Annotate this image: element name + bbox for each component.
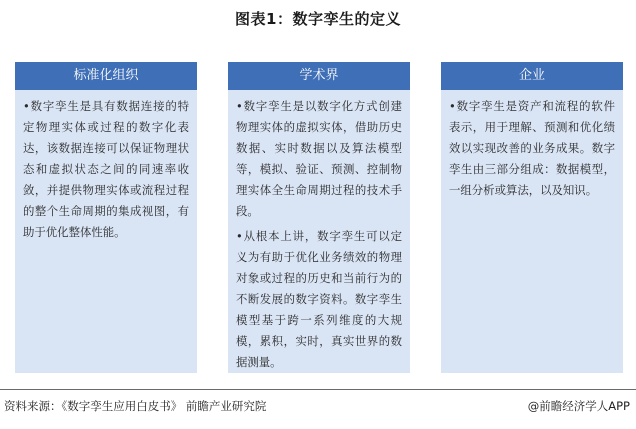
footer-credit: @前瞻经济学人APP — [527, 399, 630, 413]
footer-source: 资料来源：《数字孪生应用白皮书》 前瞻产业研究院 — [4, 399, 267, 413]
column-header: 企业 — [441, 62, 623, 90]
footer-divider — [0, 389, 636, 390]
figure-title: 图表1：数字孪生的定义 — [235, 10, 401, 28]
column-body — [15, 90, 197, 373]
column-header: 学术界 — [228, 62, 410, 90]
column-body — [441, 90, 623, 373]
column-enterprise — [441, 62, 623, 373]
column-body — [228, 90, 410, 373]
definition-paragraph: •数字孪生是以数字化方式创建物理实体的虚拟实体，借助历史数据、实时数据以及算法模型等，模拟、验证、预测、控制物理实体全生命周期过程的技术手段。 — [236, 99, 402, 218]
column-academia — [228, 62, 410, 373]
definition-paragraph: •数字孪生是具有数据连接的特定物理实体或过程的数字化表达，该数据连接可以保证物理状态和虚拟状态之间的同速率收敛，并提供物理实体或流程过程的整个生命周期的集成视图，有助于优化整体性能。 — [23, 99, 189, 239]
column-header: 标准化组织 — [15, 62, 197, 90]
definition-paragraph: •从根本上讲，数字孪生可以定义为有助于优化业务绩效的物理对象或过程的历史和当前行为的不断发展的数字资料。数字孪生模型基于跨一系列维度的大规模，累积，实时，真实世界的数据测量。 — [236, 229, 402, 369]
definition-paragraph: •数字孪生是资产和流程的软件表示，用于理解、预测和优化绩效以实现改善的业务成果。数字孪生由三部分组成：数据模型，一组分析或算法，以及知识。 — [449, 99, 615, 197]
column-standards-org — [15, 62, 197, 373]
